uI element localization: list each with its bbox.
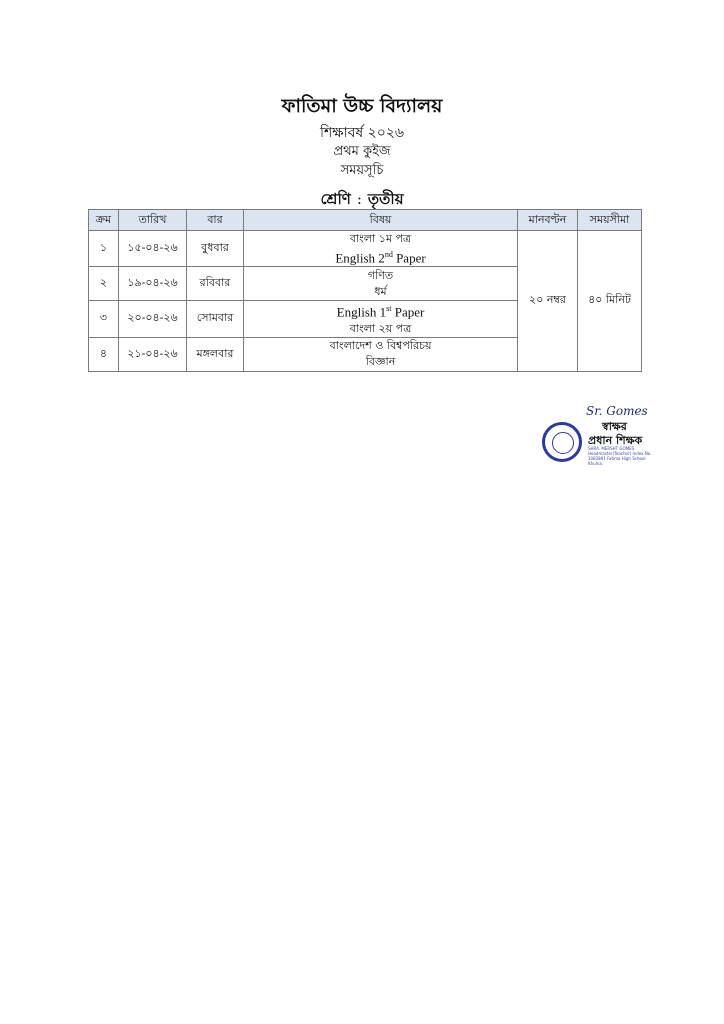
cell-subject xyxy=(244,231,518,267)
school-name: ফাতিমা উচ্চ বিদ্যালয় xyxy=(281,95,443,117)
cell-subject xyxy=(244,337,518,371)
school-seal-icon xyxy=(542,422,582,462)
table-header-row xyxy=(89,210,642,231)
subject-text: Paper xyxy=(396,250,426,266)
cell-date: ২১-০৪-২৬ xyxy=(119,337,187,371)
cell-day: সোমবার xyxy=(187,301,244,337)
cell-duration: ৪০ মিনিট xyxy=(578,231,642,372)
class-value: তৃতীয় xyxy=(367,190,404,208)
subject-line: বাংলা ২য় পত্র xyxy=(349,321,412,335)
signature-block xyxy=(540,404,660,466)
academic-year: শিক্ষাবর্ষ ২০২৬ xyxy=(319,125,405,141)
subject-superscript: nd xyxy=(384,250,393,259)
cell-date: ১৫-০৪-২৬ xyxy=(119,231,187,267)
cell-date: ১৯-০৪-২৬ xyxy=(119,267,187,301)
subject-text: English 2 xyxy=(335,250,385,266)
cell-serial: ৪ xyxy=(89,337,119,371)
class-separator: : xyxy=(356,190,362,208)
subject-text: Paper xyxy=(394,304,425,320)
cell-subject xyxy=(244,301,518,337)
header-date: তারিখ xyxy=(119,210,187,231)
signature-title: প্রধান শিক্ষক xyxy=(588,434,643,447)
header-serial: ক্রম xyxy=(89,210,119,231)
cell-day: বুধবার xyxy=(187,231,244,267)
cell-serial: ৩ xyxy=(89,301,119,337)
header-subject: বিষয় xyxy=(244,210,518,231)
header-marks: মানবণ্টন xyxy=(518,210,578,231)
class-label: শ্রেণি xyxy=(320,190,351,208)
cell-serial: ২ xyxy=(89,267,119,301)
cell-marks: ২০ নম্বর xyxy=(518,231,578,372)
subject-text: English 1 xyxy=(336,304,387,320)
stamp-text: SHRA. MERSHT GOMES Headmaster(Teacher) Index No. 1083891 Fatima High School Khulna. xyxy=(588,446,652,466)
cell-day: মঙ্গলবার xyxy=(187,337,244,371)
subject-line xyxy=(244,247,517,266)
subject-superscript: st xyxy=(386,304,392,314)
cell-serial: ১ xyxy=(89,231,119,267)
subject-line: বাংলাদেশ ও বিশ্বপরিচয় xyxy=(329,339,432,353)
header-day: বার xyxy=(187,210,244,231)
table-row xyxy=(89,231,642,267)
handwritten-signature: Sr. Gomes xyxy=(586,404,648,418)
cell-day: রবিবার xyxy=(187,267,244,301)
header-duration: সময়সীমা xyxy=(578,210,642,231)
quiz-title: প্রথম কুইজ xyxy=(333,144,391,159)
schedule-title: সময়সূচি xyxy=(340,163,384,178)
cell-subject xyxy=(244,267,518,301)
subject-line xyxy=(244,301,517,320)
subject-line: গণিত xyxy=(367,268,394,282)
subject-line: বিজ্ঞান xyxy=(365,355,396,369)
signature-label: স্বাক্ষর xyxy=(602,420,627,433)
subject-line: ধর্ম xyxy=(374,284,387,298)
schedule-table xyxy=(88,209,642,372)
cell-date: ২০-০৪-২৬ xyxy=(119,301,187,337)
subject-line: বাংলা ১ম পত্র xyxy=(349,232,412,245)
